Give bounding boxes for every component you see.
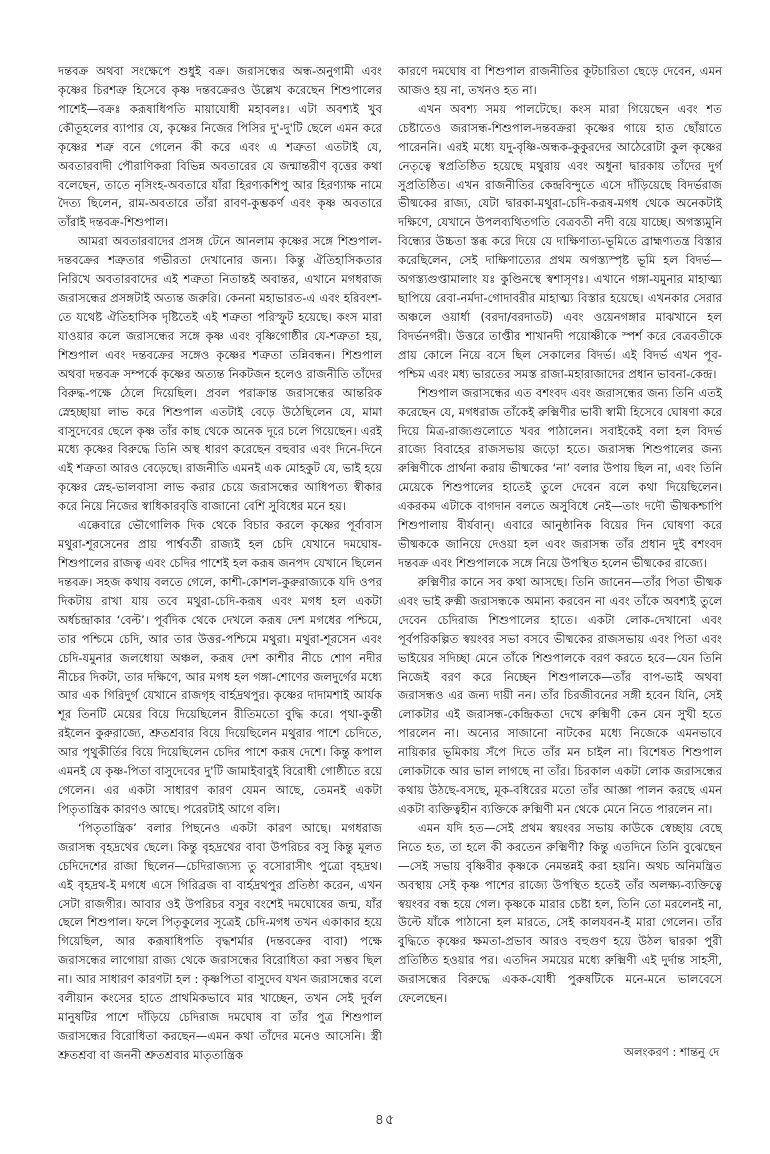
paragraph: এমন যদি হত—সেই প্রথম স্বয়ংবর সভায় কাউকে স্বেচ্ছায় বেছে নিতে হত, তা হলে কী করতেন রুক্মিণী? কিন্তু এতদিনে তিনি বুঝেছেন—সেই সভায় বৃষ্ণিবীর কৃষ্ণকে নেমন্তন্নই করা হয়নি। অথচ অনিমন্ত্রিত অবস্থায় সেই কৃষ্ণ পাশের রাজ্যে উপস্থিত হতেই তাঁর অলক্ষ্য-ব্যক্তিত্বে স্বয়ংবর বন্ধ হয়ে গেল। কৃষ্ণকে মারার চেষ্টা হল, তিনি তো মরলেনই না, উল্টে যাঁকে পাঠানো হল মারতে, সেই কালযবন-ই মারা গেলেন। তাঁর বুদ্ধিতে কৃষ্ণের ক্ষমতা-প্রভাব আরও বহুগুণ হয়ে উঠল দ্বারকা পুরী প্রতিষ্ঠিত হওয়ার পর। এতদিন সময়ের মধ্যে রুক্মিণী এই দুর্দান্ত সাহসী, জরাসন্ধের বিরুদ্ধে একক-যোধী পুরুষটিকে মনে-মনে ভালবেসে ফেলেছেন। [398,820,722,1006]
paragraph: ‘পিতৃতান্ত্রিক’ বলার পিছনেও একটা কারণ আছে। মগধরাজ জরাসন্ধ বৃহদ্রথের ছেলে। কিন্তু বৃহদ্রথের বাবা উপরিচর বসু কিন্তু মূলত চেদিদেশের রাজা ছিলেন—চেদিরাজ্যস্য তু বসোরাসীৎ পুত্রো বৃহদ্রথ। এই বৃহদ্রথ-ই মগধে এসে গিরিব্রজ বা বার্হদ্রথপুর প্রতিষ্ঠা করেন, এখন সেটা রাজগীর। আবার ওই উপরিচর বসুর বংশেই দমঘোষের জন্ম, যাঁর ছেলে শিশুপাল। ফলে পিতৃকুলের সূত্রেই চেদি-মগধ তখন একাকার হয়ে গিয়েছিল, আর করূষাধিপতি বৃদ্ধশর্মার (দন্তবক্রের বাবা) পক্ষে জরাসন্ধের লাগোয়া রাজ্য থেকে জরাসন্ধের বিরোধিতা করা সম্ভব ছিল না। আর সাধারণ কারণটা হল : কৃষ্ণপিতা বাসুদেব যখন জরাসন্ধের বলে বলীয়ান কংসের হাতে প্রাথমিকভাবে মার খাচ্ছেন, তখন সেই দুর্বল মানুষটির পাশে দাঁড়িয়ে চেদিরাজ দমঘোষ বা তাঁর পুত্র শিশুপাল জরাসন্ধের বিরোধিতা করছেন—এমন কথা তাঁদের মনেও আসেনি। স্ত্রী শ্রুতশ্রবা বা জননী শ্রুতশ্রবার মাতৃতান্ত্রিক [58,820,382,1062]
left-column [58,62,382,1065]
paragraph: এখন অবশ্য সময় পালটেছে। কংস মারা গিয়েছেন এবং শত চেষ্টাতেও জরাসন্ধ-শিশুপাল-দন্তবক্ররা কৃষ্ণের গায়ে হাত ছোঁয়াতে পারেননি। এরই মধ্যে যদু-বৃষ্ণি-অন্ধক-কুকুরদের আঠেরোটা কুল কৃষ্ণের নেতৃত্বে স্বপ্রতিষ্ঠিত হয়েছে মথুরায় এবং অধুনা দ্বারকায় তাঁদের দুর্গ সুপ্রতিষ্ঠিত। এখন রাজনীতির কেন্দ্রবিন্দুতে এসে দাঁড়িয়েছে বিদর্ভরাজ ভীষ্মকের রাজ্য, যেটা দ্বারকা-মথুরা-চেদি-করূষ-মগধ থেকে অনেকটাই দক্ষিণে, যেখানে উপলব্যথিতগতি বেত্রবতী নদী বয়ে যাচ্ছে। অগস্ত্যমুনি বিন্ধ্যের উচ্চতা স্তব্ধ করে দিয়ে যে দাক্ষিণাত্য-ভূমিতে ব্রাহ্মণ্যতন্ত্র বিস্তার করেছিলেন, সেই দাক্ষিণাত্যের প্রথম অগস্ত্যস্পৃষ্ট ভূমি হল বিদর্ভ—অগস্ত্যগুপ্তামালাং যঃ কুণ্ডিনস্থে স্বশাসৃণঃ। এখানে গঙ্গা-যমুনার মাহাত্ম্য ছাপিয়ে রেবা-নর্মদা-গোদাবরীর মাহাত্ম্য বিস্তার হয়েছে। এখনকার সেরার অঞ্চলে ওয়ার্ধা (বরদা/বরদাতট) এবং ওয়েনগঙ্গার মাঝখানে হল বিদর্ভনগরী। উত্তরে তাপ্তীর শাখানদী পয়োষ্ণীকে স্পর্শ করে বেত্রবতীকে প্রায় কোলে নিয়ে বসে ছিল সেকালের বিদর্ভ। এই বিদর্ভ এখন পূব-পশ্চিম এবং মধ্য ভারতের সমস্ত রাজা-মহারাজাদের প্রধান ভাবনা-কেন্দ্র। [398,101,722,381]
illustration-credit: অলংকরণ : শান্তনু দে [624,1045,720,1059]
paragraph: রুক্মিণীর কানে সব কথা আসছে। তিনি জানেন—তাঁর পিতা ভীষ্মক এবং ভাই রুক্মী জরাসন্ধকে অমান্য করবেন না এবং তাঁকে অবশ্যই তুলে দেবেন চেদিরাজ শিশুপালের হাতে। একটা লোক-দেখানো এবং পূর্বপরিকল্পিত স্বয়ংবর সভা বসবে ভীষ্মকের রাজসভায় এবং পিতা এবং ভাইয়ের সদিচ্ছা মেনে তাঁকে শিশুপালকে বরণ করতে হবে—যেন তিনি নিজেই বরণ করে নিচ্ছেন শিশুপালকে—তাঁর বাপ-ভাই অথবা জরাসন্ধও এর জন্য দায়ী নন। তাঁর চিরজীবনের সঙ্গী হবেন যিনি, সেই লোকটার এই জরাসন্ধ-কেন্দ্রিকতা দেখে রুক্মিণী কেন যেন সুখী হতে পারলেন না। অন্যের সাজানো নাটকের মধ্যে নিজেকে এমনভাবে নায়িকার ভূমিকায় সঁপে দিতে তাঁর মন চাইল না। বিশেষত শিশুপাল লোকটাকে আর ভাল লাগছে না তাঁর। চিরকাল একটা লোক জরাসন্ধের কথায় উঠছে-বসছে, মূক-বধিরের মতো তাঁর আজ্ঞা পালন করছে এমন একটা ব্যক্তিত্বহীন ব্যক্তিকে রুক্মিণী মন থেকে মেনে নিতে পারলেন না। [398,574,722,816]
paragraph: আমরা অবতারবাদের প্রসঙ্গ টেনে আনলাম কৃষ্ণের সঙ্গে শিশুপাল-দন্তবক্রের শত্রুতার গভীরতা দেখানোর জন্য। কিন্তু ঐতিহাসিকতার নিরিখে অবতারবাদের এই শত্রুতা নিতান্তই অবান্তর, এখানে মগধরাজ জরাসন্ধের প্রসঙ্গটাই অত্যন্ত জরুরি। কেননা মহাভারত-এ এবং হরিবংশ-তে যথেষ্ট ঐতিহাসিক দৃষ্টিতেই এই শত্রুতা পরিস্ফুট হয়েছে। কংস মারা যাওয়ার কলে জরাসন্ধের সঙ্গে কৃষ্ণ এবং বৃষ্ণিগোষ্ঠীর যে-শত্রুতা হয়, শিশুপাল এবং দন্তবক্রের সঙ্গেও কৃষ্ণের শত্রুতা তন্নিবন্ধন। শিশুপাল অথবা দন্তবক্র সম্পর্কে কৃষ্ণের অত্যন্ত নিকটজন হলেও রাজনীতি তাঁদের বিরুদ্ধ-পক্ষে ঠেলে দিয়েছিল। প্রবল পরাক্রান্ত জরাসন্ধের আন্তরিক স্নেহচ্ছায়া লাভ করে শিশুপাল এতটাই বেড়ে উঠেছিলেন যে, মামা বাসুদেবের ছেলে কৃষ্ণ তাঁর কাছ থেকে অনেক দূরে চলে গিয়েছেন। এরই মধ্যে কৃষ্ণের বিরুদ্ধে তিনি অস্থ ধারণ করেছেন বহুবার এবং দিনে-দিনে এই শত্রুতা আরও বেড়েছে। রাজনীতি এমনই এক মোহকুট যে, ভাই হয়ে কৃষ্ণের স্নেহ-ভালবাসা লাভ করার চেয়ে জরাসন্ধের আধিপত্য স্বীকার করে নিয়ে নিজের স্বাধিকারবৃত্তি বাজানো বেশি সুবিধের মনে হয়। [58,234,382,514]
page-number: ৪৫ [374,1112,396,1128]
right-column [398,62,722,1008]
paragraph: কারণে দমঘোষ বা শিশুপাল রাজনীতির কূটচারিতা ছেড়ে দেবেন, এমন আজও হয় না, তখনও হত না। [398,64,722,97]
paragraph: শিশুপাল জরাসন্ধের এত বশংবদ এবং জরাসন্ধের জন্য তিনি এতই করেছেন যে, মগধরাজ তাঁকেই রুক্মিণীর ভাবী স্বামী হিসেবে ঘোষণা করে দিয়ে মিত্র-রাজ্যগুলোতে খবর পাঠালেন। সবাইকেই বলা হল বিদর্ভ রাজ্যে বিবাহের রাজসভায় জড়ো হতে। জরাসন্ধ শিশুপালের জন্য রুক্মিণীকে প্রার্থনা করায় ভীষ্মকের ‘না’ বলার উপায় ছিল না, এবং তিনি মেয়েকে শিশুপালের হাতেই তুলে দেবেন বলে কথা দিয়েছিলেন। একরকম এটাকে বাগদান বলতে অসুবিধে নেই—তাং দদৌ ভীষ্মকশ্চাপি শিশুপালায় বীর্যবান্। এবারে আনুষ্ঠানিক বিয়ের দিন ঘোষণা করে ভীষ্মককে জানিয়ে দেওয়া হল এবং জরাসন্ধ তাঁর প্রধান দুই বশংবদ দন্তবক্র এবং শিশুপালকে সঙ্গে নিয়ে উপস্থিত হলেন ভীষ্মকের রাজ্যে। [398,385,722,570]
paragraph: এক্কেবারে ভৌগোলিক দিক থেকে বিচার করলে কৃষ্ণের পূর্বাবাস মথুরা-শূরসেনের প্রায় পার্শ্ববর্তী রাজ্যই হল চেদি যেখানে দমঘোষ-শিশুপালের রাজত্ব এবং চেদির পাশেই হল করূষ জনপদ যেখানে ছিলেন দন্তবক্র। সহজ কথায় বলতে গেলে, কাশী-কোশল-কুরুরাজ্যকে যদি ওপর দিকটায় রাখা যায় তবে মথুরা-চেদি-করূষ এবং মগধ হল একটা অর্ধচন্দ্রাকার ‘বেল্ট’। পূর্বদিক থেকে দেখলে করূষ দেশ মগধের পশ্চিমে, তার পশ্চিমে চেদি, আর তার উত্তর-পশ্চিমে মথুরা। মথুরা-শূরসেন এবং চেদি-যমুনার জলধোয়া অঞ্চল, করূষ দেশ কাশীর নীচে শোণ নদীর নীচের দিকটা, তার দক্ষিণে, আর মগধ হল গঙ্গা-শোণের জলদুর্গের মধ্যে আর এক গিরিদুর্গ যেখানে রাজগৃহ বার্হদ্রথপুর। কৃষ্ণের দাদামশাই আর্যক শূর তিনটি মেয়ের বিয়ে দিয়েছিলেন রীতিমতো বুদ্ধি করে। পৃথা-কুন্তী রইলেন কুরুরাজ্যে, শ্রুতশ্রবার বিয়ে দিয়েছিলেন মথুরার পাশে চেদিতে, আর পৃথুকীর্তির বিয়ে দিয়েছিলেন চেদির পাশে করূষ দেশে। কিন্তু কপাল এমনই যে কৃষ্ণ-পিতা বাসুদেবের দু'টি জামাইবাবুই বিরোধী গোষ্ঠীতে রয়ে গেলেন। এর একটা সাধারণ কারণ যেমন আছে, তেমনই একটা পিতৃতান্ত্রিক কারণও আছে। পরেরটাই আগে বলি। [58,518,382,816]
paragraph: দন্তবক্র অথবা সংক্ষেপে শুধুই বক্র। জরাসন্ধের অন্ধ-অনুগামী এবং কৃষ্ণের চিরশত্রু হিসেবে কৃষ্ণ দন্তবক্রেরও উল্লেখ করেছেন শিশুপালের পাশেই—বক্রঃ করূষাধিপতি মায়াযোধী মহাবলঃ। এটা অবশ্যই খুব কৌতূহলের ব্যাপার যে, কৃষ্ণের নিজের পিসির দু'-দু'টি ছেলে এমন করে কৃষ্ণের শত্রু বনে গেলেন কী করে এবং এ শত্রুতা এতটাই যে, অবতারবাদী পৌরাণিকরা বিভিন্ন অবতারের যে জন্মান্তরীণ বৃত্তের কথা বলেছেন, তাতে নৃসিংহ-অবতারে যাঁরা হিরণ্যকশিপু আর হিরণ্যাক্ষ নামে দৈত্য ছিলেন, রাম-অবতারে তাঁরা রাবণ-কুম্ভকর্ণ এবং কৃষ্ণ অবতারে তাঁরাই দন্তবক্র-শিশুপাল। [58,64,382,230]
